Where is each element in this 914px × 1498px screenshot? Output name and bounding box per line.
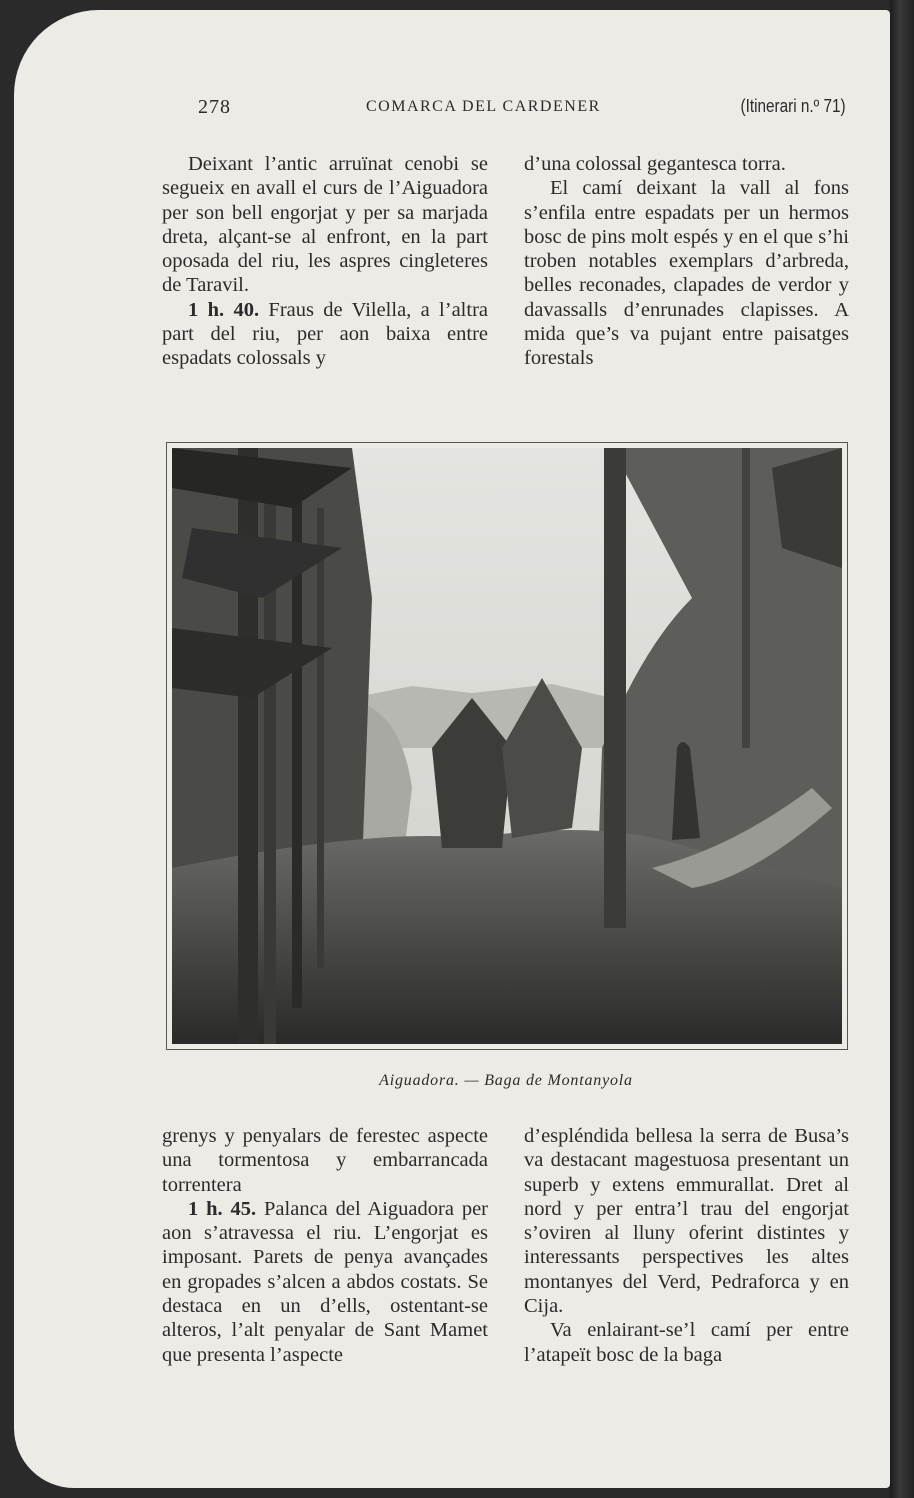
itinerary-ref: (Itinerari n.º 71) (740, 96, 846, 116)
paragraph-text: Palanca del Aiguadora per aon s’atravessa el riu. L’engorjat es imposant. Parets de penya avançades en gropades s’alcen a abdos costats. Se destaca en un d’ells, ostentant-se alteros, l’alt penyalar de Sant Mamet que presenta l’aspecte (162, 1197, 489, 1366)
paragraph: d’una colossal gegantesca torra. (524, 153, 786, 175)
time-marker: 1 h. 45. (188, 1197, 257, 1220)
page-edge (890, 0, 914, 1498)
figure-caption: Aiguadora. — Baga de Montanyola (379, 1072, 633, 1089)
paragraph (162, 1197, 488, 1367)
forest-photo (172, 448, 842, 1044)
running-header (198, 96, 846, 126)
page-number: 278 (198, 96, 231, 118)
paragraph: d’espléndida bellesa la serra de Busa’s va destacant magestuosa presentant un superb y extens emmurallat. Dret al nord y per entra’l trau del engorjat s’oviren al lluny oferint distintes y interessants perspectives les altes montanyes del Verd, Pedraforca y en Cija. (524, 1125, 849, 1318)
photograph-forest-path (166, 442, 848, 1050)
column-top-left (162, 152, 488, 371)
paragraph: grenys y penyalars de ferestec aspecte una tormentosa y embarrancada torrentera (162, 1125, 488, 1196)
paragraph-text: Fraus de Vilella, a l’altra part del riu, per aon baixa entre espadats colossals y (162, 298, 489, 370)
time-marker: 1 h. 40. (188, 298, 260, 321)
column-bottom-left (162, 1124, 488, 1367)
paragraph (162, 298, 488, 371)
paragraph: Deixant l’antic arruïnat cenobi se segueix en avall el curs de l’Aiguadora per son bell engorjat y per sa marjada dreta, alçant-se al enfront, en la part oposada del riu, les aspres cingleteres de Taravil. (162, 153, 488, 297)
running-title: COMARCA DEL CARDENER (366, 98, 601, 115)
column-bottom-right (524, 1124, 849, 1367)
paragraph: El camí deixant la vall al fons s’enfila entre espadats per un hermos bosc de pins molt espés y en el que s’hi troben notables exemplars d’arbreda, belles reconades, clapades de verdor y davassalls d’enrunades clapisses. A mida que’s va pujant entre paisatges forestals (524, 177, 849, 370)
paragraph: Va enlairant-se’l camí per entre l’atapeït bosc de la baga (524, 1319, 849, 1366)
column-top-right (524, 152, 849, 371)
